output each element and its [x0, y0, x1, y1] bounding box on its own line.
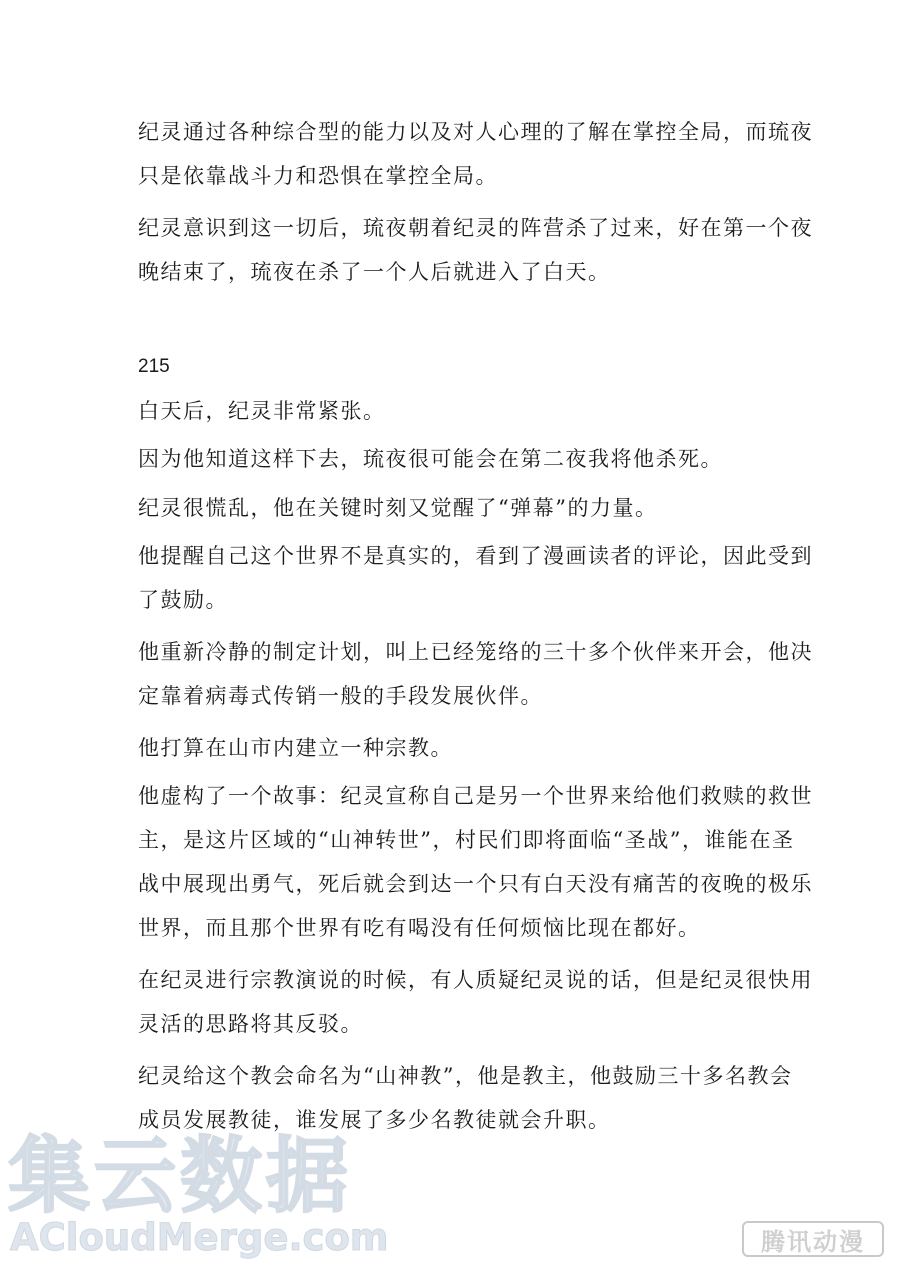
paragraph-4 — [138, 534, 813, 622]
text-line: 纪灵通过各种综合型的能力以及对人心理的了解在掌控全局，而琉夜 — [138, 120, 813, 144]
chapter-number: 215 — [138, 356, 170, 377]
text-line: 纪灵很慌乱，他在关键时刻又觉醒了“弹幕”的力量。 — [138, 496, 658, 520]
text-line: 纪灵意识到这一切后，琉夜朝着纪灵的阵营杀了过来，好在第一个夜 — [138, 216, 813, 240]
text-line: 成员发展教徒，谁发展了多少名教徒就会升职。 — [138, 1108, 611, 1132]
paragraph-top-1 — [138, 110, 813, 198]
text-line: 灵活的思路将其反驳。 — [138, 1012, 363, 1036]
paragraph-top-2 — [138, 206, 813, 294]
text-line: 在纪灵进行宗教演说的时候，有人质疑纪灵说的话，但是纪灵很快用 — [138, 968, 813, 992]
text-line: 他重新冷静的制定计划，叫上已经笼络的三十多个伙伴来开会，他决 — [138, 640, 813, 664]
paragraph-7 — [138, 774, 813, 950]
paragraph-8 — [138, 958, 813, 1046]
watermark-corner-logo: 腾讯动漫 — [742, 1221, 884, 1257]
paragraph-5 — [138, 630, 813, 718]
text-line: 白天后，纪灵非常紧张。 — [138, 399, 386, 423]
watermark-chinese: 集云数据 — [8, 1129, 353, 1224]
text-line: 战中展现出勇气，死后就会到达一个只有白天没有痛苦的夜晚的极乐 — [138, 872, 813, 896]
text-line: 了鼓励。 — [138, 588, 228, 612]
text-line: 他打算在山市内建立一种宗教。 — [138, 736, 453, 760]
text-line: 世界，而且那个世界有吃有喝没有任何烦恼比现在都好。 — [138, 916, 701, 940]
text-line: 他虚构了一个故事：纪灵宣称自己是另一个世界来给他们救赎的救世 — [138, 784, 813, 808]
text-line: 定靠着病毒式传销一般的手段发展伙伴。 — [138, 684, 543, 708]
watermark-english: ACloudMerge.com — [10, 1216, 389, 1259]
text-line: 纪灵给这个教会命名为“山神教”，他是教主，他鼓励三十多名教会 — [138, 1064, 793, 1088]
text-line: 因为他知道这样下去，琉夜很可能会在第二夜我将他杀死。 — [138, 447, 723, 471]
paragraph-1 — [138, 389, 778, 433]
paragraph-6 — [138, 726, 778, 770]
text-line: 主，是这片区域的“山神转世”，村民们即将面临“圣战”，谁能在圣 — [138, 828, 795, 852]
text-line: 只是依靠战斗力和恐惧在掌控全局。 — [138, 164, 498, 188]
text-line: 晚结束了，琉夜在杀了一个人后就进入了白天。 — [138, 260, 611, 284]
paragraph-3 — [138, 486, 778, 530]
paragraph-2 — [138, 437, 778, 481]
text-line: 他提醒自己这个世界不是真实的，看到了漫画读者的评论，因此受到 — [138, 544, 813, 568]
